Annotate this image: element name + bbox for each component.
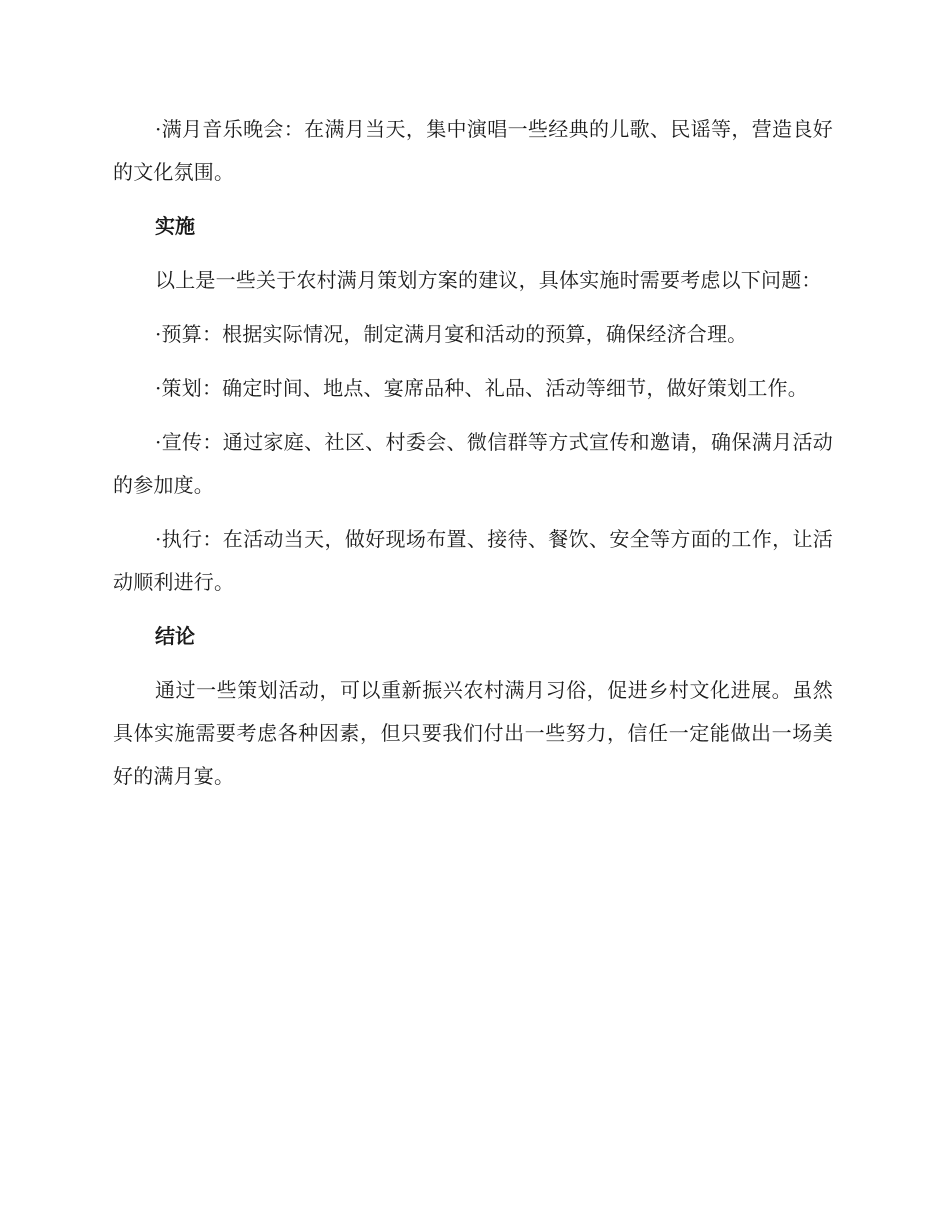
paragraph-execution: ·执行：在活动当天，做好现场布置、接待、餐饮、安全等方面的工作，让活动顺利进行。 xyxy=(113,527,833,594)
heading-conclusion: 结论 xyxy=(155,624,195,648)
paragraph-concert: ·满月音乐晚会：在满月当天，集中演唱一些经典的儿歌、民谣等，营造良好的文化氛围。 xyxy=(113,117,833,184)
paragraph-promotion: ·宣传：通过家庭、社区、村委会、微信群等方式宣传和邀请，确保满月活动的参加度。 xyxy=(113,430,833,497)
document-body xyxy=(113,108,833,798)
paragraph-conclusion: 通过一些策划活动，可以重新振兴农村满月习俗，促进乡村文化进展。虽然具体实施需要考虑各种因素，但只要我们付出一些努力，信任一定能做出一场美好的满月宴。 xyxy=(113,678,833,788)
paragraph-budget: ·预算：根据实际情况，制定满月宴和活动的预算，确保经济合理。 xyxy=(155,322,748,346)
paragraph-planning: ·策划：确定时间、地点、宴席品种、礼品、活动等细节，做好策划工作。 xyxy=(155,376,808,400)
paragraph-intro: 以上是一些关于农村满月策划方案的建议，具体实施时需要考虑以下问题： xyxy=(155,268,822,292)
heading-implementation: 实施 xyxy=(155,214,195,238)
